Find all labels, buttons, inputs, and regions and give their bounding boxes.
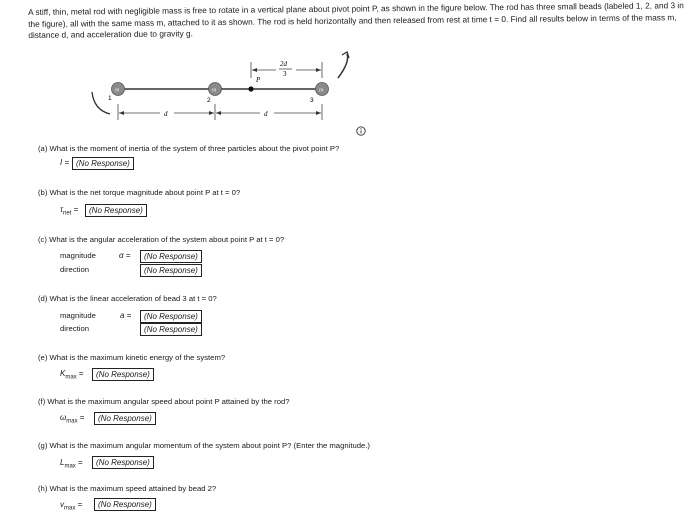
symbol-a: I =	[60, 158, 70, 167]
dim-d-right: d	[264, 110, 268, 118]
response-field-c-magnitude[interactable]: (No Response)	[140, 250, 202, 263]
svg-text:m: m	[319, 87, 324, 94]
response-field-h[interactable]: (No Response)	[94, 498, 156, 511]
response-field-c-direction[interactable]: (No Response)	[140, 264, 202, 277]
response-field-d-magnitude[interactable]: (No Response)	[140, 310, 202, 323]
symbol-d: a =	[120, 311, 132, 320]
bead-number-3: 3	[310, 97, 314, 104]
response-field-a[interactable]: (No Response)	[72, 157, 134, 170]
rotation-arrow-right	[338, 54, 348, 78]
bead-1	[112, 83, 125, 96]
direction-label-d: direction	[60, 324, 90, 333]
dim-d-left: d	[164, 110, 168, 118]
pivot-point	[248, 86, 253, 91]
svg-text:m: m	[212, 87, 217, 94]
bead-3	[316, 83, 329, 96]
magnitude-label-c: magnitude	[60, 251, 96, 260]
dim-frac-bottom: 3	[283, 70, 287, 78]
bead-number-2: 2	[207, 97, 211, 104]
response-field-g[interactable]: (No Response)	[92, 456, 154, 469]
dim-frac-top: 2d	[280, 60, 287, 68]
symbol-h: $v_{max}$ =	[60, 500, 83, 512]
symbol-c: α =	[119, 251, 131, 260]
info-icon[interactable]	[356, 123, 366, 141]
response-field-b[interactable]: (No Response)	[85, 204, 147, 217]
magnitude-label-d: magnitude	[60, 311, 96, 320]
response-field-f[interactable]: (No Response)	[94, 412, 156, 425]
symbol-e: $K_{max}$ =	[60, 369, 84, 381]
symbol-b: $\tau_{net}$ =	[60, 205, 79, 217]
svg-text:m: m	[115, 87, 120, 94]
problem-statement: A stiff, thin, metal rod with negligible mass is free to rotate in a vertical plane about pivot point P, as shown in the figure below. The rod has three small beads (labeled 1, 2, and 3 in the figure), all with the same mass m, attached to it as shown. The rod is held horizontally and then released from rest at time t = 0. Find all results below in terms of the mass m, distance d, and acceleration due to gravity g.	[28, 0, 684, 40]
response-field-d-direction[interactable]: (No Response)	[140, 323, 202, 336]
symbol-g: $L_{max}$ =	[60, 458, 83, 470]
symbol-f: $\omega_{max}$ =	[60, 413, 85, 425]
pivot-label: P	[256, 76, 261, 84]
bead-number-1: 1	[108, 95, 112, 102]
rod-figure	[70, 48, 370, 128]
response-field-e[interactable]: (No Response)	[92, 368, 154, 381]
bead-2	[209, 83, 222, 96]
direction-label-c: direction	[60, 265, 90, 274]
